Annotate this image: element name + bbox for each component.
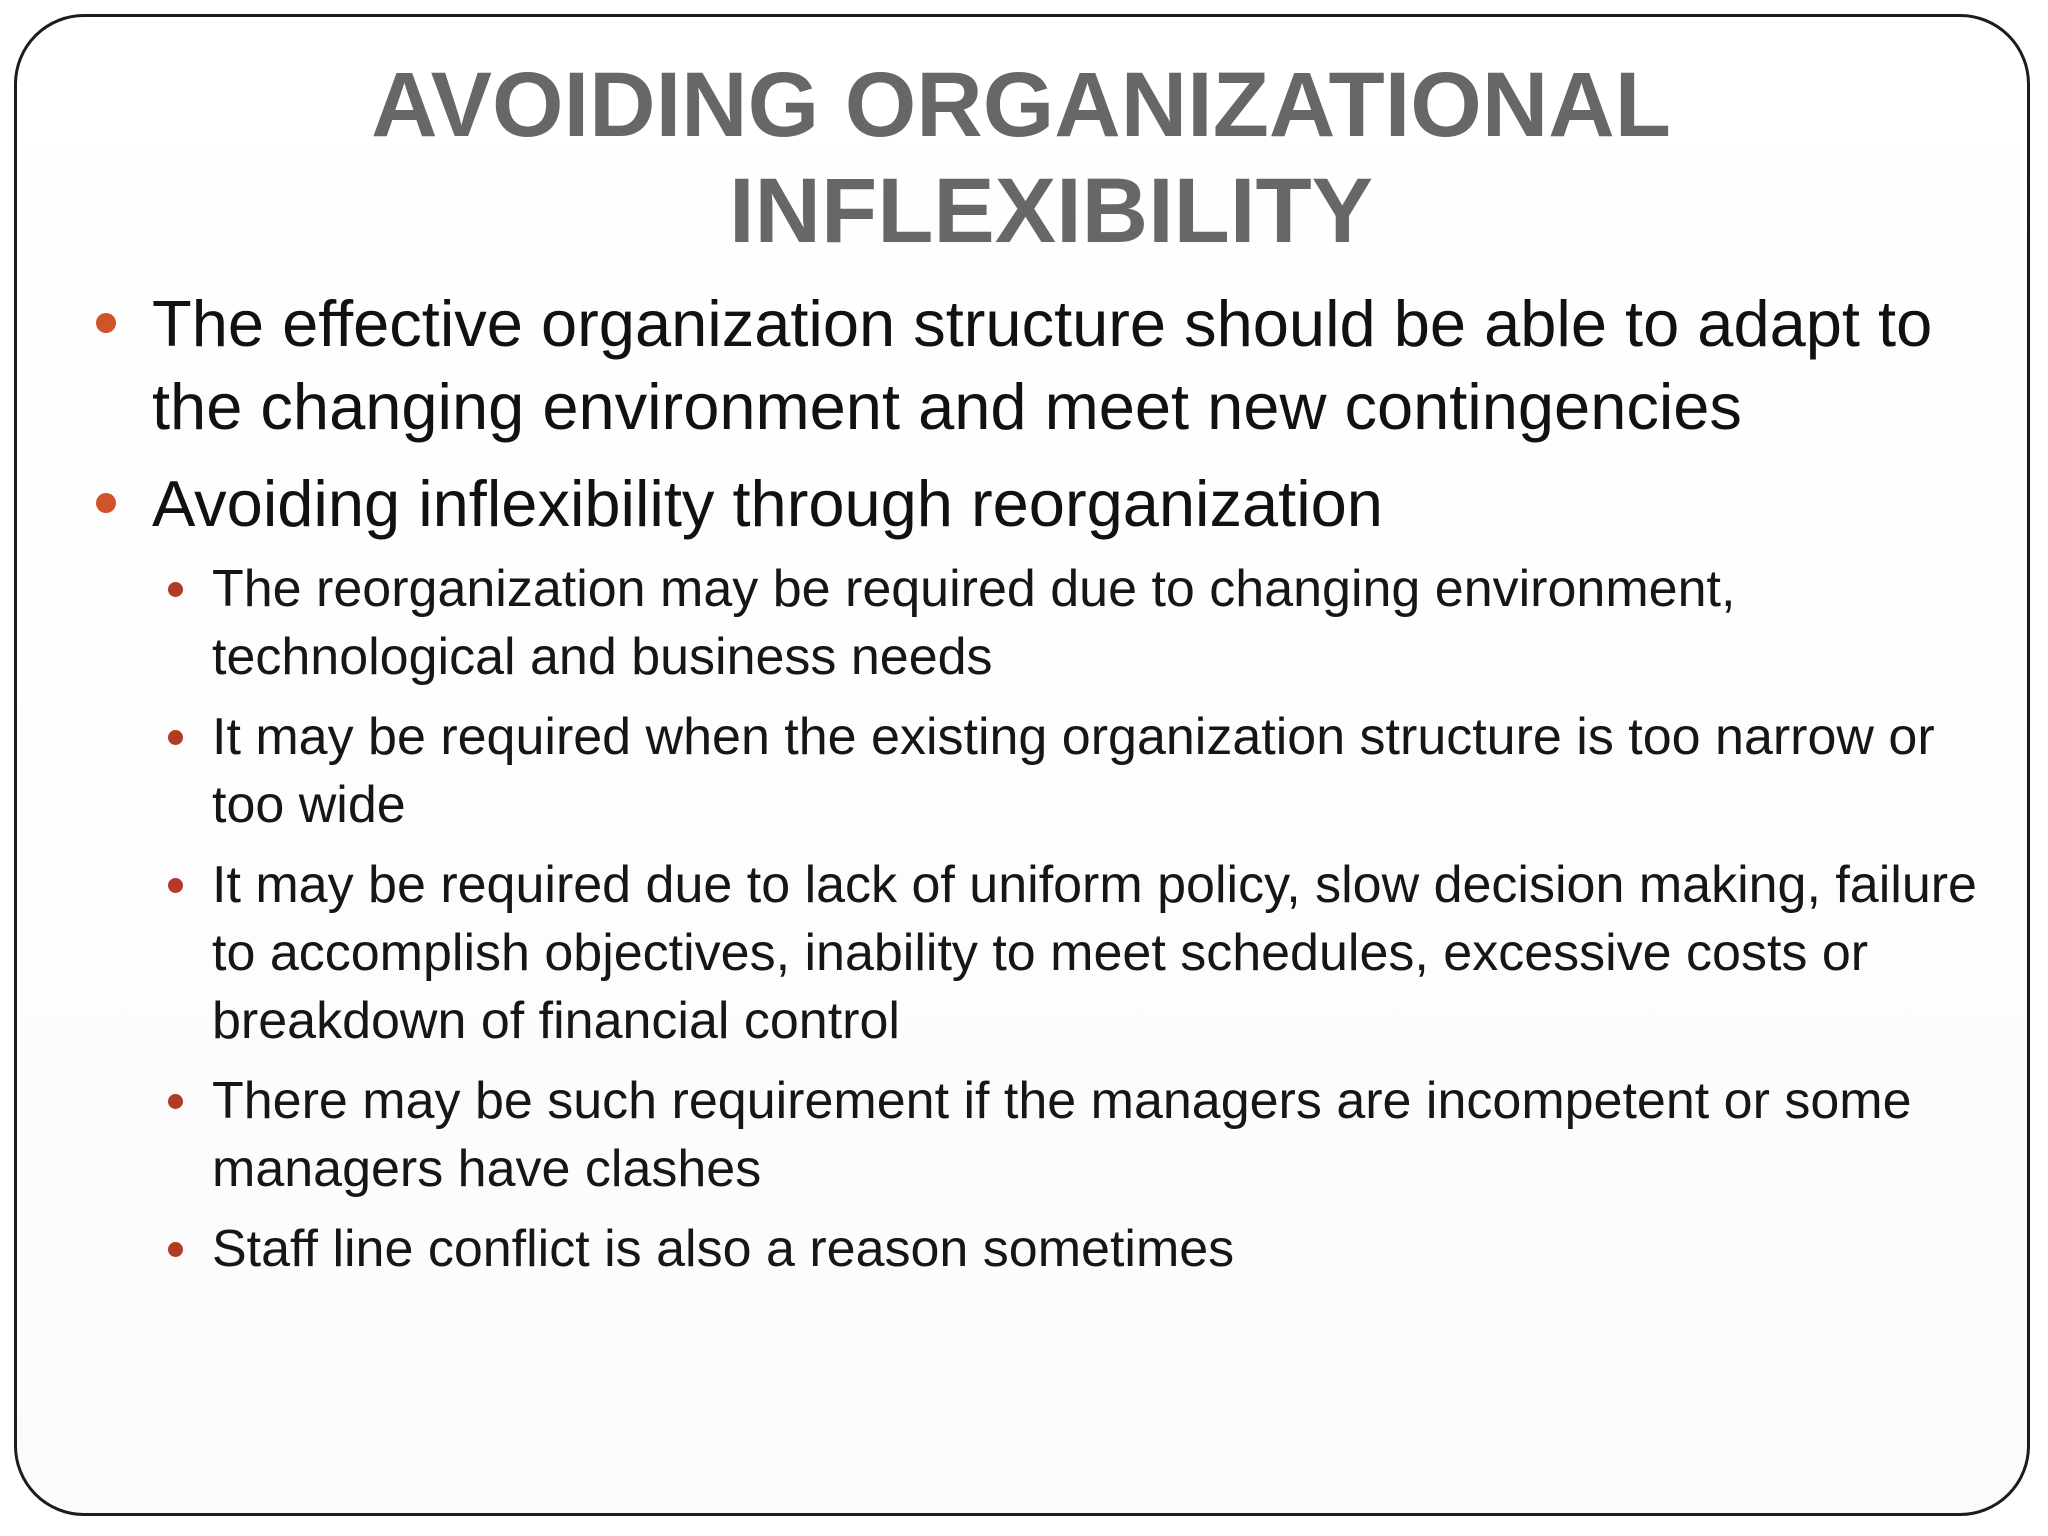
bullet-dot-icon: [96, 493, 116, 513]
sub-bullet-text: The reorganization may be required due to changing environment, technological and business needs: [212, 560, 1736, 686]
slide-content: [96, 282, 1996, 1295]
sub-bullet-dot-icon: [168, 1094, 183, 1109]
sub-bullet-dot-icon: [168, 582, 183, 597]
sub-bullet-dot-icon: [168, 878, 183, 893]
bullet-item: [96, 462, 1996, 545]
sub-bullet-text: It may be required when the existing organization structure is too narrow or too wide: [212, 708, 1935, 834]
sub-bullet-text: Staff line conflict is also a reason sometimes: [212, 1220, 1235, 1278]
bullet-text: Avoiding inflexibility through reorganization: [152, 467, 1383, 540]
sub-bullet-item: [168, 1215, 1996, 1283]
sub-bullet-item: [168, 851, 1996, 1055]
bullet-text: The effective organization structure should be able to adapt to the changing environment and meet new contingencies: [152, 287, 1933, 443]
slide-title: [0, 52, 2048, 264]
bullet-item: [96, 282, 1996, 448]
sub-bullet-dot-icon: [168, 730, 183, 745]
sub-bullet-list: [168, 555, 1996, 1283]
sub-bullet-text: There may be such requirement if the managers are incompetent or some managers have clashes: [212, 1072, 1912, 1198]
sub-bullet-text: It may be required due to lack of uniform policy, slow decision making, failure to accomplish objectives, inability to meet schedules, excessive costs or breakdown of financial control: [212, 856, 1977, 1050]
bullet-dot-icon: [96, 313, 116, 333]
slide-title-line-2: INFLEXIBILITY: [729, 160, 1373, 262]
sub-bullet-dot-icon: [168, 1242, 183, 1257]
sub-bullet-item: [168, 555, 1996, 691]
sub-bullet-item: [168, 1067, 1996, 1203]
sub-bullet-item: [168, 703, 1996, 839]
slide-title-line-1: AVOIDING ORGANIZATIONAL: [371, 54, 1671, 156]
